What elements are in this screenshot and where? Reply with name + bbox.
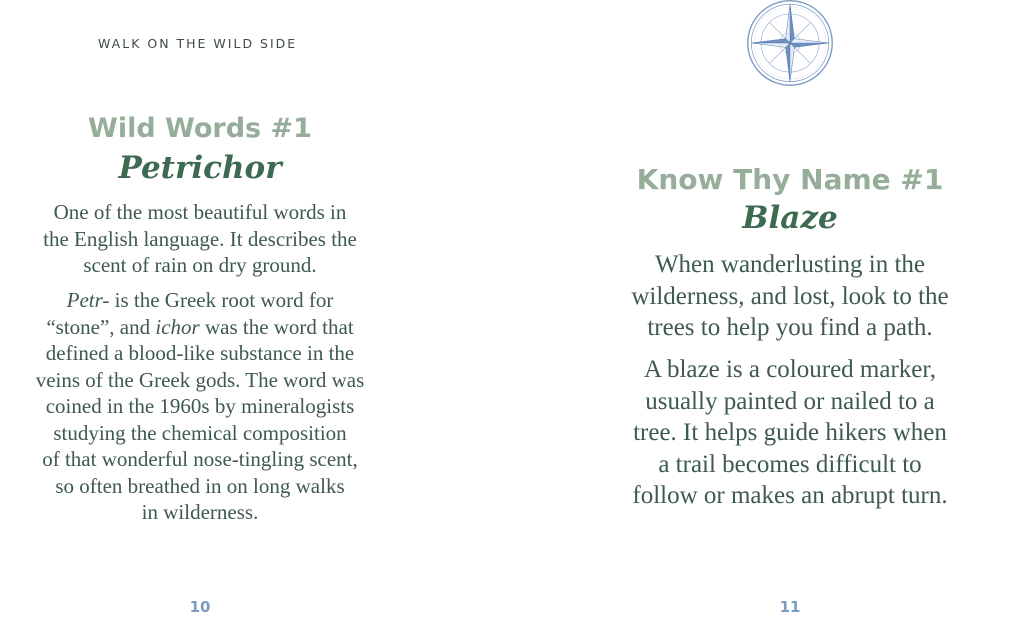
headword: Blaze [742,200,838,236]
text-line: veins of the Greek gods. The word was [35,367,365,392]
page-number: 11 [779,598,801,616]
headword: Petrichor [118,150,282,186]
text-fragment: “stone”, and [46,314,156,339]
text-line [0,314,400,341]
text-line: defined a blood-like substance in the [45,341,355,365]
page-number: 10 [189,598,211,616]
italic-term: Petr- [66,288,110,312]
definition-paragraph [580,354,1000,512]
text-fragment: is the Greek root word for [109,288,334,312]
text-line: in wilderness. [141,500,259,524]
section-kicker: Wild Words #1 [88,113,312,144]
text-line: One of the most beautiful words in [53,200,347,224]
text-line: studying the chemical composition [53,420,347,445]
text-line: When wanderlusting in the [654,251,926,278]
text-line: of that wonderful nose-tingling scent, [42,447,358,471]
italic-term: ichor [155,314,200,339]
text-line: scent of rain on dry ground. [83,253,317,277]
text-line: the English language. It describes the [43,226,357,251]
text-line: coined in the 1960s by mineralogists [45,394,355,418]
right-page [580,0,1000,621]
text-line: tree. It helps guide hikers when [633,419,947,446]
section-kicker: Know Thy Name #1 [636,163,944,196]
left-page [0,0,400,621]
compass-rose-icon [746,0,834,87]
text-line: a trail becomes difficult to [658,450,922,478]
text-line: usually painted or nailed to a [645,387,935,415]
text-line: trees to help you find a path. [647,314,933,341]
etymology-paragraph [0,287,400,526]
definition-paragraph [0,199,400,279]
intro-paragraph [580,249,1000,344]
text-line [0,287,400,314]
running-head: WALK ON THE WILD SIDE [98,36,298,51]
text-line: wilderness, and lost, look to the [631,282,949,310]
text-line: so often breathed in on long walks [55,473,345,498]
text-line: follow or makes an abrupt turn. [632,482,948,509]
text-line: A blaze is a coloured marker, [644,356,936,383]
text-fragment: was the word that [199,314,354,339]
